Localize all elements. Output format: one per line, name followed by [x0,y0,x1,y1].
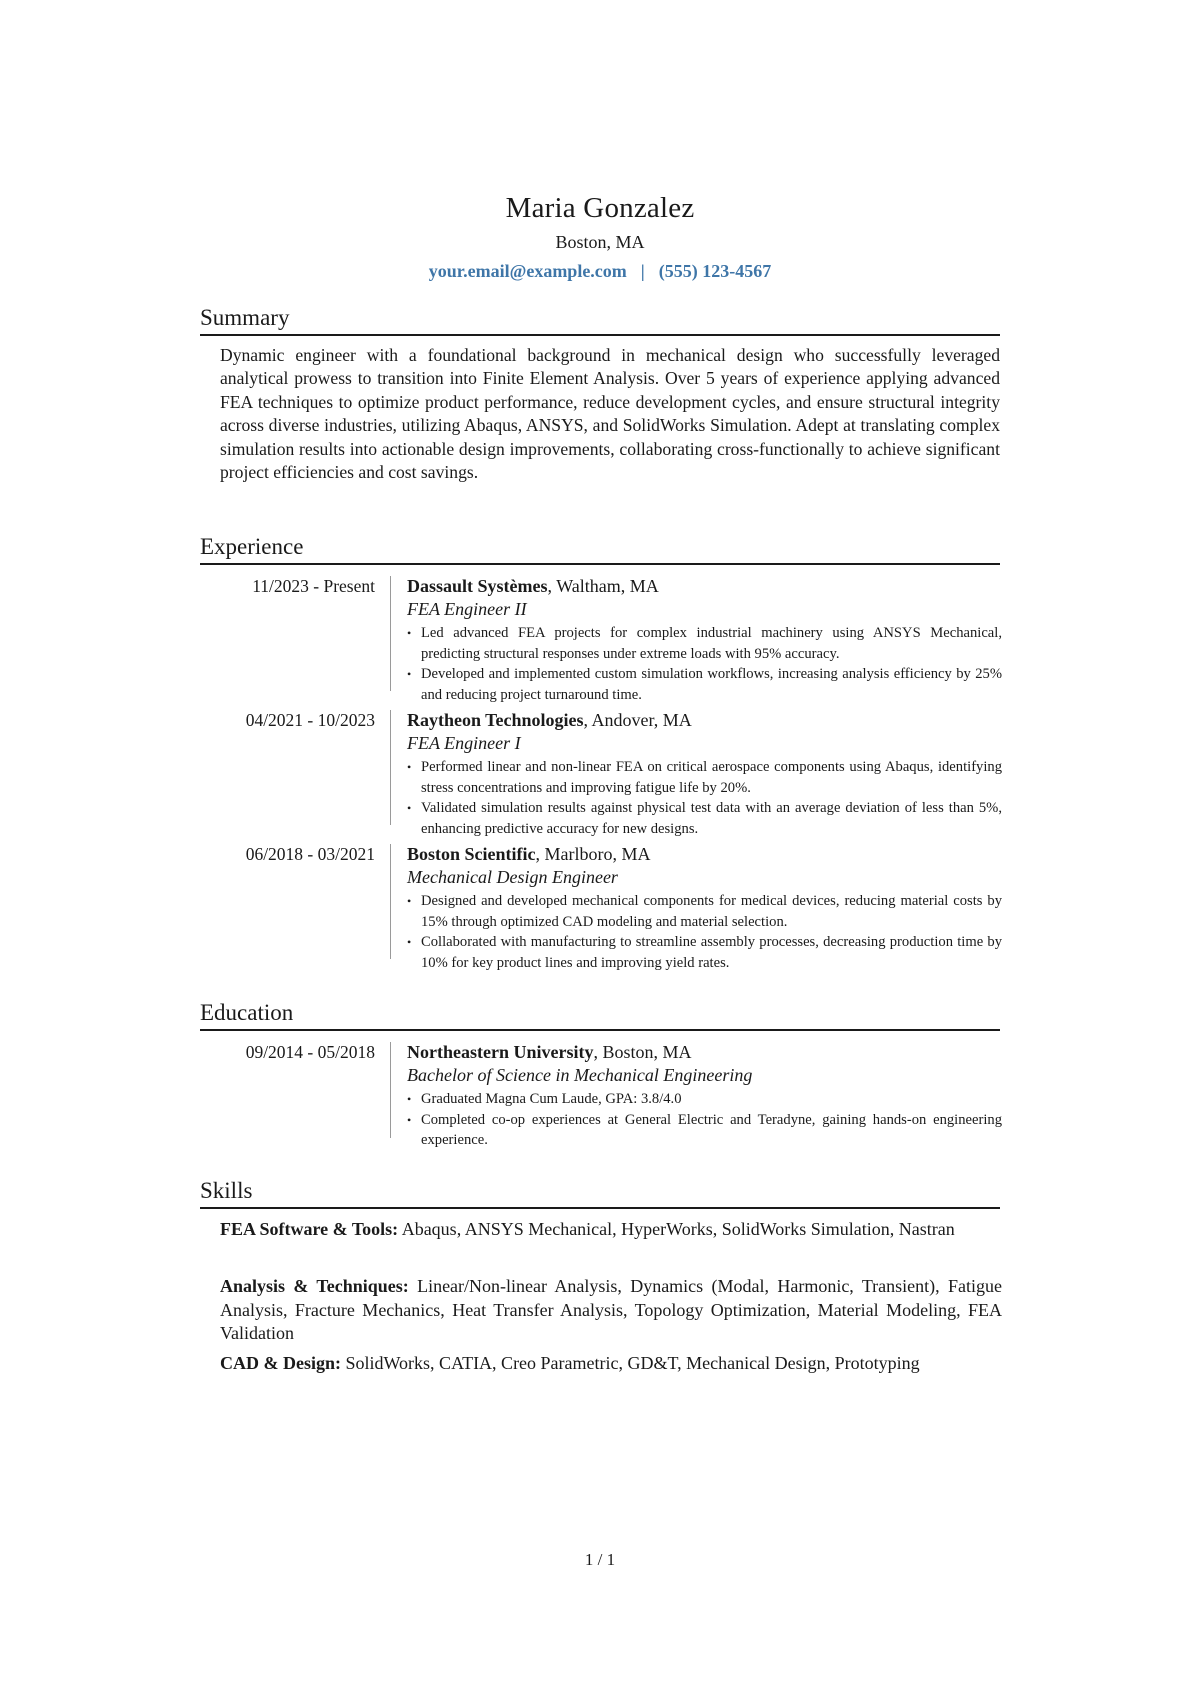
entry-bullet: • Led advanced FEA projects for complex industrial machinery using ANSYS Mechanical, predicting structural responses under extreme loads with 95% accuracy. [407,623,1002,664]
entry-bullet: • Performed linear and non-linear FEA on critical aerospace components using Abaqus, identifying stress concentrations and improving fatigue life by 20%. [407,757,1002,798]
candidate-name: Maria Gonzalez [505,192,695,224]
entry-body [407,1040,1002,1151]
entry-bullets [407,891,1002,973]
resume-header [200,190,1000,283]
entry-bullet: • Validated simulation results against physical test data with an average deviation of less than 5%, enhancing predictive accuracy for new designs. [407,798,1002,839]
experience-heading: Experience [200,533,1000,565]
entry-org: Dassault Systèmes [407,576,548,596]
entry-body [407,574,1002,705]
entry-divider [390,1042,391,1138]
candidate-location: Boston, MA [555,232,645,252]
entry-role: FEA Engineer II [407,599,527,619]
entry-org: Northeastern University [407,1042,594,1062]
summary-heading: Summary [200,304,1000,336]
entry-date: 09/2014 - 05/2018 [245,1042,375,1062]
entry-body [407,842,1002,973]
skill-label: CAD & Design: [220,1353,341,1373]
page-number: 1 / 1 [584,1550,616,1569]
entry-divider [390,710,391,825]
skill-value: Linear/Non-linear Analysis, Dynamics (Modal, Harmonic, Transient), Fatigue Analysis, Fracture Mechanics, Heat Transfer Analysis, Topology Optimization, Material Modeling, FEA Validation [220,1276,1002,1343]
entry-location: , Marlboro, MA [535,844,651,864]
entry-bullet: • Developed and implemented custom simulation workflows, increasing analysis efficiency by 25% and reducing project turnaround time. [407,664,1002,705]
entry-location: , Andover, MA [583,710,692,730]
entry-bullet: • Graduated Magna Cum Laude, GPA: 3.8/4.0 [407,1089,1002,1110]
entry-date: 11/2023 - Present [252,576,375,596]
entry-org-line [407,574,1002,598]
skill-value: SolidWorks, CATIA, Creo Parametric, GD&T, Mechanical Design, Prototyping [341,1353,920,1373]
email-link[interactable]: your.email@example.com [428,261,627,281]
contact-line [200,259,1000,283]
skill-row [220,1275,1002,1346]
entry-org-line [407,1040,1002,1064]
entry-bullet: • Designed and developed mechanical components for medical devices, reducing material costs by 15% through optimized CAD modeling and material selection. [407,891,1002,932]
skill-row [220,1218,1002,1242]
skill-row [220,1352,1002,1376]
skill-value: Abaqus, ANSYS Mechanical, HyperWorks, SolidWorks Simulation, Nastran [398,1219,955,1239]
phone-link[interactable]: (555) 123-4567 [658,261,772,281]
entry-body [407,708,1002,839]
entry-org-line [407,708,1002,732]
entry-role: FEA Engineer I [407,733,521,753]
contact-separator: | [640,261,645,281]
entry-location: , Boston, MA [593,1042,692,1062]
entry-bullets [407,1089,1002,1151]
entry-org-line [407,842,1002,866]
entry-org: Boston Scientific [407,844,536,864]
entry-bullet: • Completed co-op experiences at General Electric and Teradyne, gaining hands-on engineering experience. [407,1110,1002,1151]
entry-bullet: • Collaborated with manufacturing to streamline assembly processes, decreasing production time by 10% for key product lines and improving yield rates. [407,932,1002,973]
entry-org: Raytheon Technologies [407,710,584,730]
entry-date: 06/2018 - 03/2021 [245,844,375,864]
education-heading: Education [200,999,1000,1031]
skills-heading: Skills [200,1177,1000,1209]
entry-bullets [407,757,1002,839]
entry-divider [390,844,391,959]
entry-role: Bachelor of Science in Mechanical Engineering [407,1065,753,1085]
skill-label: Analysis & Techniques: [220,1276,409,1296]
entry-bullets [407,623,1002,705]
skill-label: FEA Software & Tools: [220,1219,399,1239]
entry-location: , Waltham, MA [547,576,659,596]
summary-text: Dynamic engineer with a foundational background in mechanical design who successfully leveraged analytical prowess to transition into Finite Element Analysis. Over 5 years of experience applying advanced FEA techniques to optimize product performance, reduce development cycles, and ensure structural integrity across diverse industries, utilizing Abaqus, ANSYS, and SolidWorks Simulation. Adept at translating complex simulation results into actionable design improvements, collaborating cross-functionally to achieve significant project efficiencies and cost savings. [220,345,1000,483]
entry-divider [390,576,391,691]
entry-role: Mechanical Design Engineer [407,867,618,887]
entry-date: 04/2021 - 10/2023 [245,710,375,730]
